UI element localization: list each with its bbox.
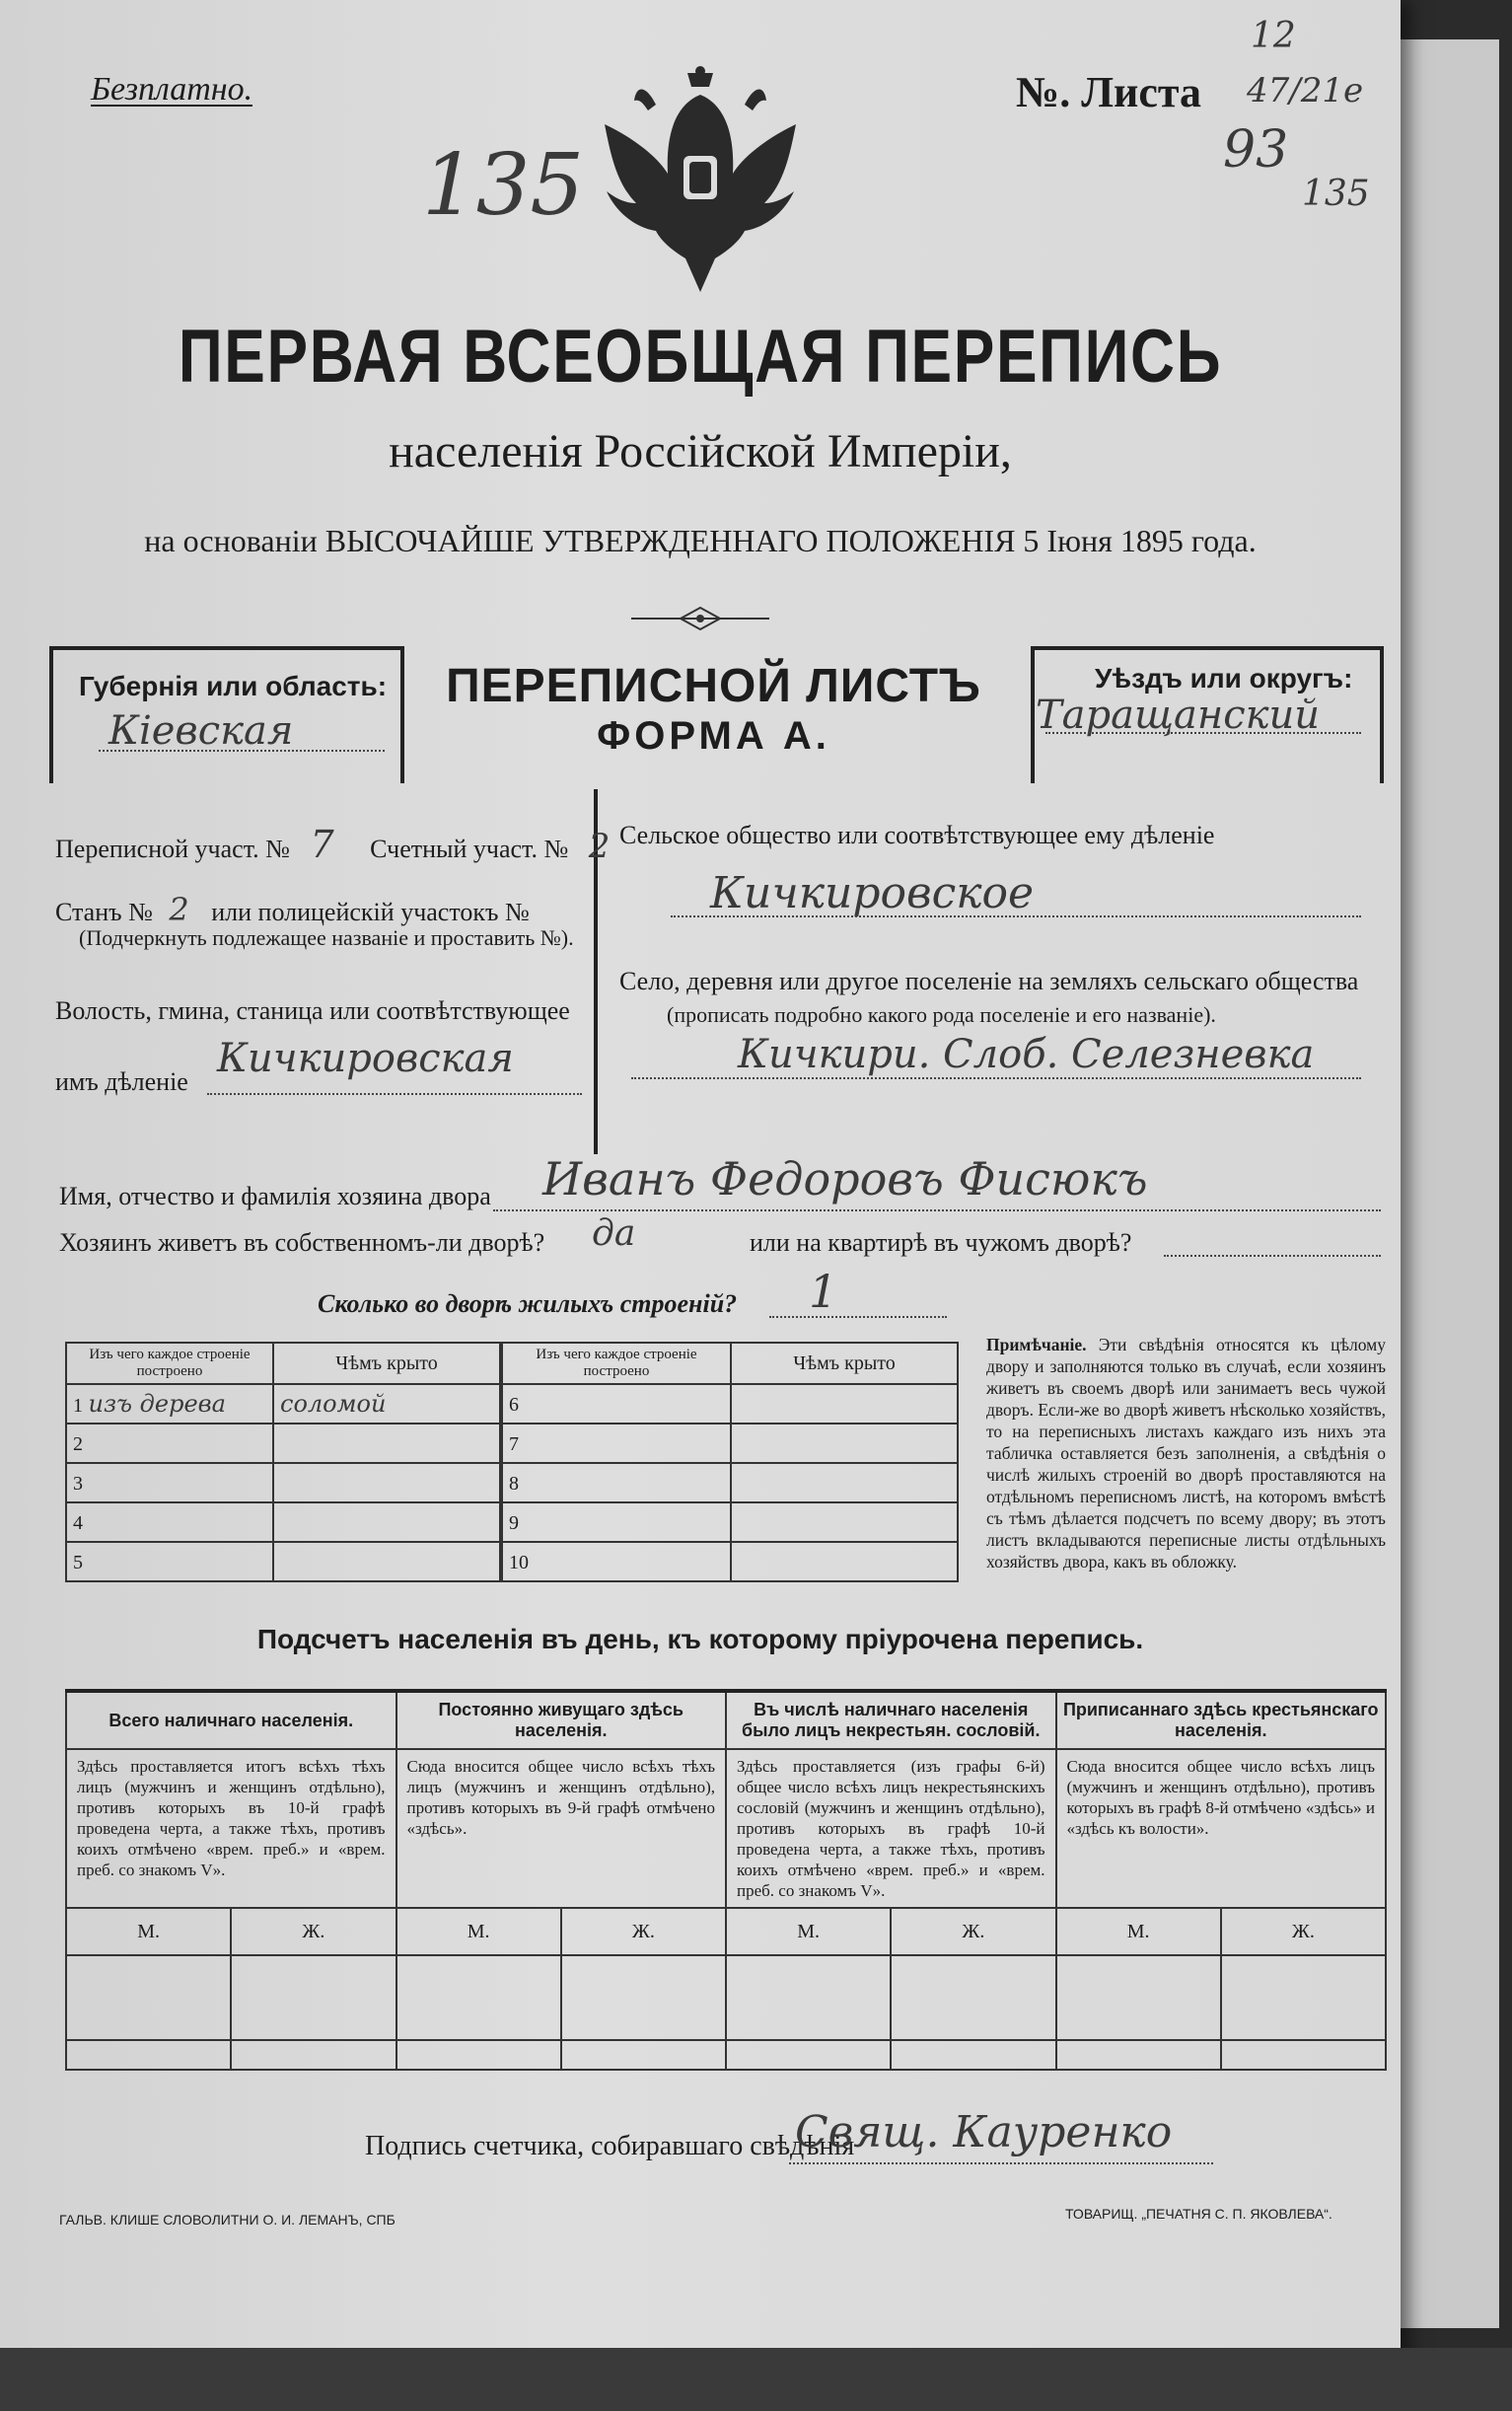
- female-header: Ж.: [231, 1908, 396, 1955]
- stan-label: Станъ №: [55, 898, 153, 926]
- village-label-1: Село, деревня или другое поселеніе на земляхъ сельскаго общества: [619, 967, 1359, 995]
- imperial-eagle-icon: [597, 65, 804, 294]
- count-header-peasant: Приписаннаго здѣсь крестьянскаго населенія.: [1056, 1691, 1387, 1749]
- row-number: 3: [73, 1473, 83, 1495]
- female-header: Ж.: [561, 1908, 726, 1955]
- count-title: Подсчетъ населенія въ день, къ которому пріурочена перепись.: [256, 1624, 1144, 1654]
- male-header: М.: [66, 1908, 231, 1955]
- table-row: [66, 1463, 500, 1502]
- stan-row: [55, 891, 530, 928]
- uezd-label: Уѣздъ или округъ:: [1095, 663, 1353, 694]
- row-number: 4: [73, 1512, 83, 1534]
- census-area-value: 7: [310, 823, 334, 866]
- buildings-label: Сколько во дворѣ жилыхъ строеній?: [318, 1289, 738, 1318]
- row-number: 2: [73, 1433, 83, 1455]
- archive-number-right: 135: [1302, 174, 1370, 214]
- note-block: [986, 1334, 1386, 1572]
- stan-note: (Подчеркнуть подлежащее названіе и проставить №).: [79, 925, 574, 950]
- row-number: 8: [509, 1473, 519, 1495]
- buildings-dotline: [769, 1316, 947, 1318]
- count-header-total: Всего наличнаго населенія.: [66, 1691, 396, 1749]
- archive-number-mid: 93: [1223, 120, 1289, 180]
- row-number: 6: [509, 1394, 519, 1416]
- village-value: Кичкири. Слоб. Селезневка: [738, 1032, 1315, 1077]
- roof-value: соломой: [280, 1390, 387, 1418]
- table-row: [66, 1424, 500, 1463]
- ornament-divider-icon: [631, 604, 769, 633]
- table-row: [66, 1542, 500, 1581]
- main-title: ПЕРВАЯ ВСЕОБЩАЯ ПЕРЕПИСЬ: [178, 315, 1223, 399]
- buildings-table-right: [501, 1342, 959, 1582]
- population-count-table: [65, 1689, 1387, 2071]
- police-label: или полицейскій участокъ №: [211, 898, 530, 926]
- material-header: Изъ чего каждое строеніе построено: [502, 1343, 731, 1384]
- census-area-label: Переписной участ. №: [55, 835, 290, 863]
- row-number: 1: [73, 1395, 83, 1417]
- guberniya-label: Губернія или область:: [79, 671, 388, 701]
- archive-number-stamp: 135: [422, 136, 585, 235]
- bottom-shadow: [0, 2348, 1512, 2411]
- row-number: 5: [73, 1552, 83, 1573]
- owner-value: Иванъ Федоровъ Фисюкъ: [542, 1152, 1148, 1206]
- rent-label: или на квартирѣ въ чужомъ дворѣ?: [750, 1228, 1132, 1257]
- rent-dotline: [1164, 1255, 1381, 1257]
- table-row: [502, 1502, 958, 1542]
- row-number: 10: [509, 1552, 529, 1573]
- uezd-dotline: [1045, 732, 1361, 734]
- table-row: [502, 1542, 958, 1581]
- volost-label-2: имъ дѣленіе: [55, 1067, 188, 1096]
- owner-dotline: [493, 1209, 1381, 1211]
- female-header: Ж.: [891, 1908, 1055, 1955]
- printer-left: ГАЛЬВ. КЛИШЕ СЛОВОЛИТНИ О. И. ЛЕМАНЪ, СПБ: [59, 2212, 396, 2228]
- count-desc-total: Здѣсь проставляется итогъ всѣхъ тѣхъ лицъ (мужчинъ и женщинъ отдѣльно), противъ которыхъ въ 10-й графѣ проведена черта, а также тѣхъ, противъ коихъ отмѣчено «врем. преб.» и «врем. преб. со знакомъ V».: [66, 1749, 396, 1908]
- table-row: [66, 1955, 1386, 2040]
- table-row: [66, 1502, 500, 1542]
- society-label: Сельское общество или соотвѣтствующее ему дѣленіе: [619, 821, 1215, 849]
- society-dotline: [671, 915, 1361, 917]
- buildings-value: 1: [809, 1265, 838, 1318]
- volost-dotline: [207, 1093, 582, 1095]
- sheet-number-label: №. Листа: [1016, 68, 1202, 116]
- stan-value: 2: [169, 891, 189, 928]
- buildings-table-left: [65, 1342, 501, 1582]
- printer-right: ТОВАРИЩ. „ПЕЧАТНЯ С. П. ЯКОВЛЕВА“.: [1065, 2206, 1332, 2222]
- count-header-permanent: Постоянно живущаго здѣсь населенія.: [396, 1691, 727, 1749]
- material-value: изъ дерева: [88, 1390, 226, 1418]
- male-header: М.: [1056, 1908, 1221, 1955]
- table-row: [66, 2040, 1386, 2070]
- count-area-label: Счетный участ. №: [370, 835, 569, 863]
- village-dotline: [631, 1077, 1361, 1079]
- roof-header: Чѣмъ крыто: [731, 1343, 958, 1384]
- male-header: М.: [726, 1908, 891, 1955]
- uezd-value: Таращанский: [1036, 693, 1321, 738]
- count-desc-peasant: Сюда вносится общее число всѣхъ лицъ (мужчинъ и женщинъ отдѣльно), противъ которыхъ въ графѣ 8-й отмѣчено «здѣсь» и «здѣсь къ волости».: [1056, 1749, 1387, 1908]
- table-row: [66, 1384, 500, 1424]
- guberniya-value: Кiевская: [108, 708, 294, 754]
- village-label-2: (прописать подробно какого рода поселеніе и его названіе).: [667, 1002, 1216, 1027]
- signature-dotline: [789, 2162, 1213, 2164]
- material-header: Изъ чего каждое строеніе построено: [66, 1343, 273, 1384]
- volost-label-1: Волость, гмина, станица или соотвѣтствующее: [55, 996, 570, 1025]
- census-area-row: [55, 823, 610, 866]
- note-text: Эти свѣдѣнія относятся къ цѣлому двору и заполняются только въ случаѣ, если хозяинъ живетъ въ своемъ дворѣ или занимаетъ весь чужой дворъ. Если-же во дворѣ живетъ нѣсколько хозяйствъ, то на переписныхъ листахъ каждаго изъ нихъ эта табличка оставляется безъ заполненія, а свѣдѣнія о числѣ жилыхъ строеній во дворѣ проставляются на отдѣльномъ переписномъ листѣ, на которомъ вмѣстѣ съ тѣмъ дѣлается подсчетъ по всему двору; въ этотъ листъ вкладываются переписные листы отдѣльныхъ хозяйствъ двора, какъ въ обложку.: [986, 1335, 1387, 1571]
- table-row: [502, 1463, 958, 1502]
- table-row: [502, 1424, 958, 1463]
- note-title: Примѣчаніе.: [986, 1335, 1087, 1354]
- volost-value: Кичкировская: [217, 1036, 514, 1081]
- sub-title: населенія Россійской Имперіи,: [389, 425, 1012, 477]
- owner-label: Имя, отчество и фамилія хозяина двора: [59, 1182, 491, 1210]
- table-row: [502, 1384, 958, 1424]
- row-number: 9: [509, 1512, 519, 1534]
- society-value: Кичкировское: [710, 868, 1035, 918]
- form-title: ПЕРЕПИСНОЙ ЛИСТЪ: [446, 660, 981, 712]
- roof-header: Чѣмъ крыто: [273, 1343, 500, 1384]
- own-yard-label: Хозяинъ живетъ въ собственномъ-ли дворѣ?: [59, 1228, 545, 1257]
- form-subtitle: ФОРМА А.: [597, 714, 830, 758]
- signature-value: Свящ. Кауренко: [795, 2107, 1173, 2157]
- female-header: Ж.: [1221, 1908, 1386, 1955]
- guberniya-dotline: [99, 750, 385, 752]
- basis-line: на основаніи ВЫСОЧАЙШЕ УТВЕРЖДЕННАГО ПОЛОЖЕНІЯ 5 Іюня 1895 года.: [144, 523, 1257, 558]
- sheet-number-handwritten: 47/21е: [1247, 71, 1364, 110]
- count-area-value: 2: [588, 827, 611, 866]
- signature-label: Подпись счетчика, собиравшаго свѣдѣнія: [365, 2131, 855, 2161]
- count-desc-permanent: Сюда вносится общее число всѣхъ тѣхъ лицъ (мужчинъ и женщинъ отдѣльно), противъ которыхъ въ 9-й графѣ отмѣчено «здѣсь».: [396, 1749, 727, 1908]
- count-header-noncrest: Въ числѣ наличнаго населенія было лицъ некрестьян. сословій.: [726, 1691, 1056, 1749]
- count-desc-noncrest: Здѣсь проставляется (изъ графы 6-й) общее число всѣхъ лицъ некрестьянскихъ сословій (мужчинъ и женщинъ отдѣльно), противъ которыхъ въ графѣ 10-й проведена черта, а также тѣхъ, противъ коихъ отмѣчено «врем. преб.» и «врем. преб. со знакомъ V».: [726, 1749, 1056, 1908]
- male-header: М.: [396, 1908, 561, 1955]
- archive-number-top: 12: [1251, 16, 1296, 56]
- own-yard-value: да: [592, 1213, 636, 1254]
- free-label: Безплатно.: [91, 71, 253, 108]
- row-number: 7: [509, 1433, 519, 1455]
